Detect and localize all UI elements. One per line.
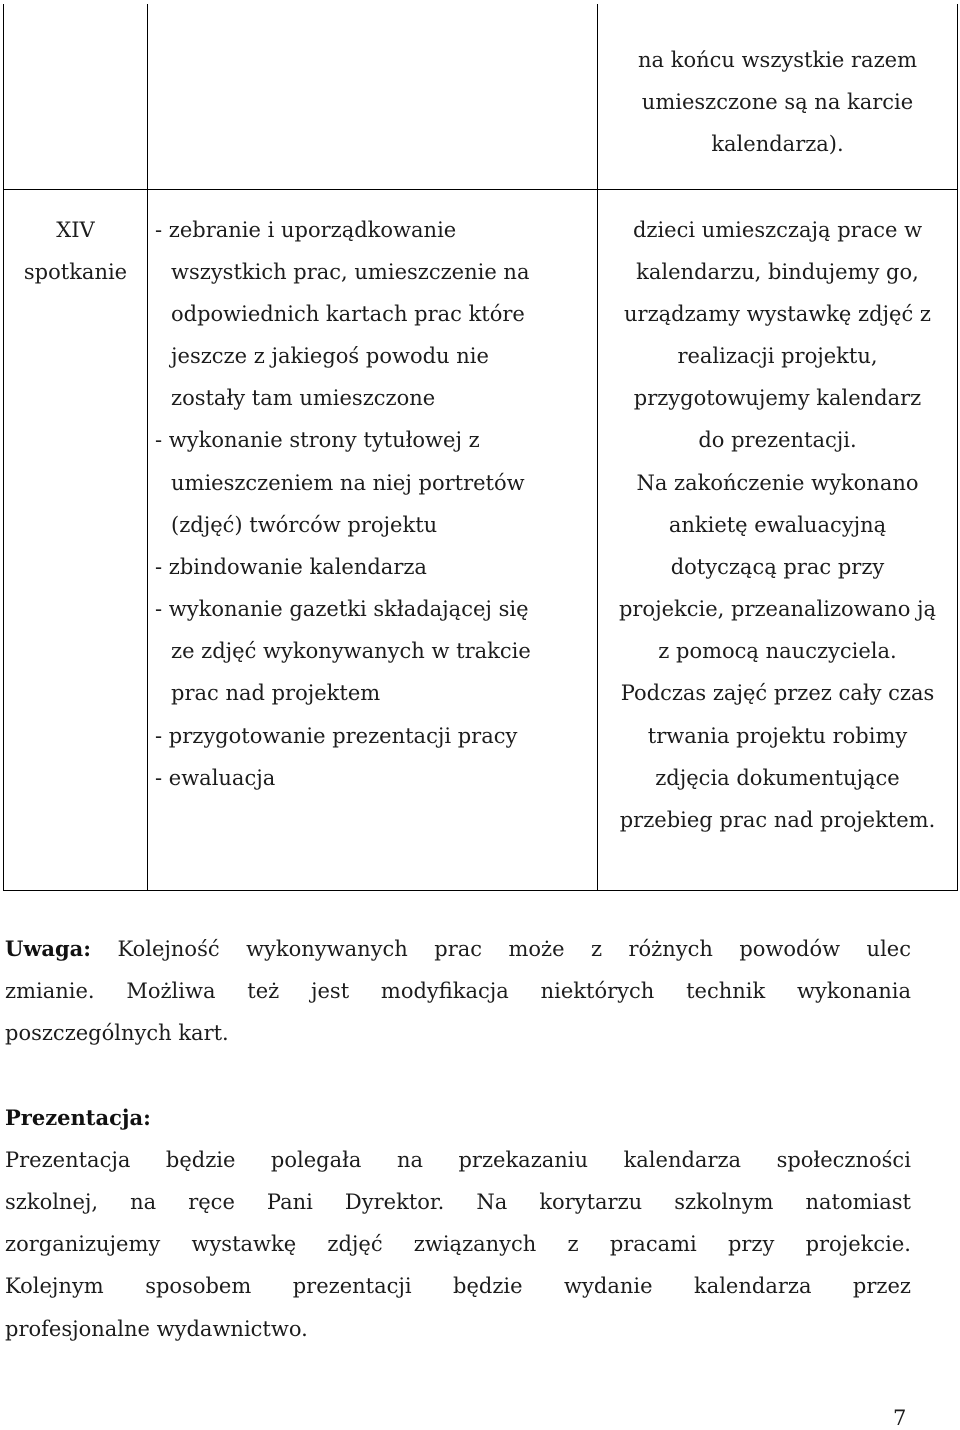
description-line: zdjęcia dokumentujące <box>655 766 900 790</box>
word: prezentacji <box>292 1274 412 1298</box>
description-line: przebieg prac nad projektem. <box>619 808 936 832</box>
word: jest <box>310 979 350 1003</box>
word: kalendarza <box>693 1274 812 1298</box>
task-line: zostały tam umieszczone <box>171 386 436 410</box>
table-border-col1 <box>147 4 148 891</box>
word: Kolejnym <box>5 1274 104 1298</box>
word: wykonania <box>796 979 911 1003</box>
word: z <box>567 1232 579 1256</box>
word: przy <box>727 1232 775 1256</box>
word: Pani <box>266 1190 313 1214</box>
task-line: - przygotowanie prezentacji pracy <box>155 724 518 748</box>
description-line: z pomocą nauczyciela. <box>658 639 897 663</box>
task-line: prac nad projektem <box>171 681 381 705</box>
note-label: Uwaga: <box>5 936 92 961</box>
word: na <box>130 1190 157 1214</box>
description-line: trwania projektu robimy <box>647 724 908 748</box>
description-line: Podczas zajęć przez cały czas <box>620 681 935 705</box>
word: sposobem <box>145 1274 252 1298</box>
presentation-line <box>5 1148 911 1172</box>
presentation-heading: Prezentacja: <box>5 1105 151 1130</box>
word: Kolejność <box>117 937 220 961</box>
word: zmianie. <box>5 979 95 1003</box>
task-line: - zebranie i uporządkowanie <box>155 218 457 242</box>
word: też <box>247 979 280 1003</box>
word: kalendarza <box>623 1148 742 1172</box>
meeting-label: spotkanie <box>23 260 128 284</box>
word: Możliwa <box>126 979 216 1003</box>
word: z <box>590 937 603 961</box>
task-line: - wykonanie gazetki składającej się <box>155 597 529 621</box>
description-line: dotyczącą prac przy <box>670 555 885 579</box>
word: szkolnym <box>674 1190 774 1214</box>
task-line: ze zdjęć wykonywanych w trakcie <box>171 639 531 663</box>
presentation-line: profesjonalne wydawnictwo. <box>5 1317 308 1341</box>
word: społeczności <box>776 1148 911 1172</box>
description-line: urządzamy wystawkę zdjęć z <box>624 302 931 326</box>
word: wystawkę <box>191 1232 297 1256</box>
word: będzie <box>165 1148 236 1172</box>
word: korytarzu <box>539 1190 643 1214</box>
description-line: do prezentacji. <box>698 428 857 452</box>
table-row-divider <box>3 189 958 190</box>
word: zorganizujemy <box>5 1232 161 1256</box>
word: Dyrektor. <box>344 1190 445 1214</box>
table-border-right <box>957 4 958 891</box>
task-line: umieszczeniem na niej portretów <box>171 471 525 495</box>
description-line: dzieci umieszczają prace w <box>632 218 923 242</box>
description-line: projekcie, przeanalizowano ją <box>618 597 937 621</box>
word: zdjęć <box>327 1232 383 1256</box>
word: natomiast <box>805 1190 911 1214</box>
word: polegała <box>270 1148 362 1172</box>
word: technik <box>686 979 766 1003</box>
presentation-line <box>5 1190 911 1214</box>
word: może <box>508 937 565 961</box>
task-line: jeszcze z jakiegoś powodu nie <box>171 344 489 368</box>
description-line: przygotowujemy kalendarz <box>633 386 922 410</box>
word: projekcie. <box>805 1232 911 1256</box>
note-line-2 <box>5 979 911 1003</box>
task-line: - ewaluacja <box>155 766 276 790</box>
word: ulec <box>866 937 911 961</box>
table-cell-line: umieszczone są na karcie <box>641 90 914 114</box>
page-number: 7 <box>893 1406 907 1430</box>
word: pracami <box>609 1232 697 1256</box>
presentation-line <box>5 1274 911 1298</box>
presentation-line <box>5 1232 911 1256</box>
word: ręce <box>188 1190 235 1214</box>
description-line: kalendarzu, bindujemy go, <box>636 260 919 284</box>
description-line: ankietę ewaluacyjną <box>668 513 887 537</box>
table-cell-line: kalendarza). <box>711 132 844 156</box>
word: Prezentacja <box>5 1148 131 1172</box>
note-line-1 <box>5 937 911 961</box>
meeting-number: XIV <box>56 218 95 242</box>
word: na <box>396 1148 423 1172</box>
task-line: odpowiednich kartach prac które <box>171 302 525 326</box>
word: przekazaniu <box>458 1148 589 1172</box>
word: Na <box>476 1190 508 1214</box>
task-line: - wykonanie strony tytułowej z <box>155 428 480 452</box>
word: różnych <box>628 937 713 961</box>
table-cell-line: na końcu wszystkie razem <box>638 48 917 72</box>
word: powodów <box>739 937 841 961</box>
word: szkolnej, <box>5 1190 99 1214</box>
word: niektórych <box>540 979 655 1003</box>
table-border-left <box>3 4 4 891</box>
word: modyfikacja <box>380 979 509 1003</box>
description-line: Na zakończenie wykonano <box>636 471 919 495</box>
task-line: - zbindowanie kalendarza <box>155 555 427 579</box>
table-border-bottom <box>3 890 958 891</box>
task-line: wszystkich prac, umieszczenie na <box>171 260 530 284</box>
word: prac <box>434 937 483 961</box>
task-line: (zdjęć) twórców projektu <box>171 513 438 537</box>
word: wydanie <box>564 1274 653 1298</box>
word: związanych <box>413 1232 537 1256</box>
word: wykonywanych <box>246 937 408 961</box>
description-line: realizacji projektu, <box>677 344 878 368</box>
word: będzie <box>453 1274 523 1298</box>
word: przez <box>852 1274 911 1298</box>
note-line-3: poszczególnych kart. <box>5 1021 229 1045</box>
